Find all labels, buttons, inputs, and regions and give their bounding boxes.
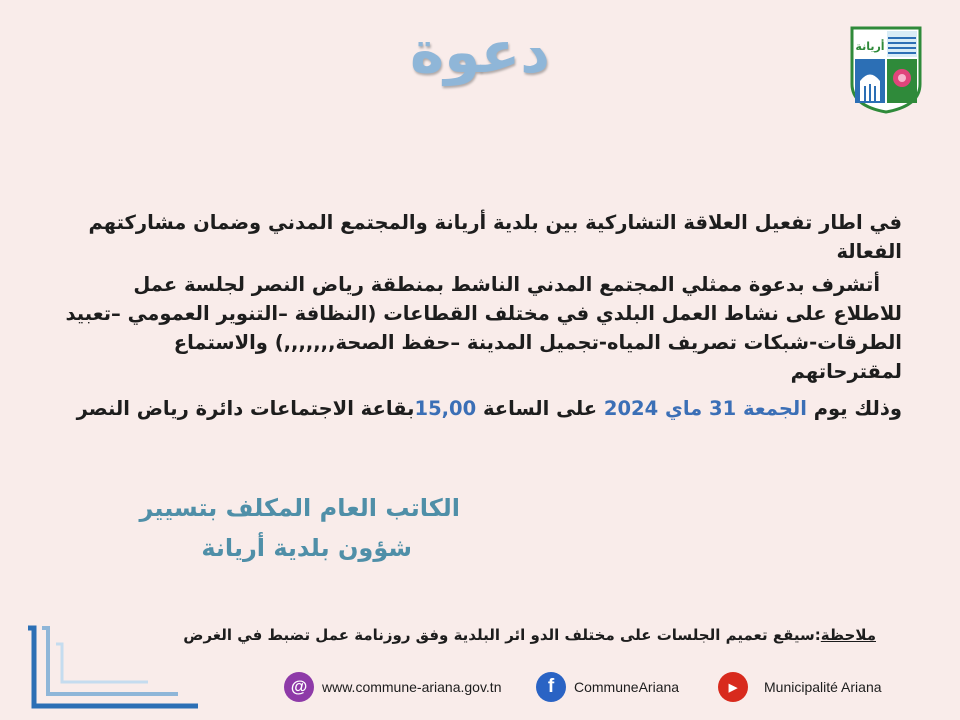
website-link[interactable]: www.commune-ariana.gov.tn [322,679,502,695]
signature-block [120,488,460,568]
date-paragraph [60,394,902,423]
date-prefix: وذلك يوم [813,397,902,420]
invitation-body [60,208,902,423]
facebook-icon: f [536,672,566,702]
meeting-time: 15,00 [414,397,477,420]
footer-website[interactable] [284,670,501,704]
facebook-link[interactable]: CommuneAriana [574,679,680,695]
note-label: ملاحظة [820,626,876,644]
youtube-link[interactable]: Municipalité Ariana [764,679,882,695]
intro-paragraph: في اطار تفعيل العلاقة التشاركية بين بلدية أريانة والمجتمع المدني وضمان مشاركتهم الفعالة [88,211,902,263]
footer-facebook[interactable] [536,670,679,704]
corner-decoration [28,622,198,712]
page-title: دعوة [410,18,550,86]
crest-text: أريانة [855,40,885,53]
footnote [100,626,876,644]
signature-line-1: الكاتب العام المكلف بتسيير [139,494,460,522]
at-sign-icon: @ [284,672,314,702]
footer-youtube[interactable] [718,670,882,704]
meeting-date: الجمعة 31 ماي 2024 [603,397,807,420]
note-text: :سيقع تعميم الجلسات على مختلف الدو ائر البلدية وفق روزنامة عمل تضبط في الغرض [183,626,821,644]
footer-bar [284,670,904,704]
youtube-play-icon: ▶ [718,672,748,702]
date-suffix: بقاعة الاجتماعات دائرة رياض النصر [76,397,415,420]
main-paragraph: أتشرف بدعوة ممثلي المجتمع المدني الناشط بمنطقة رياض النصر لجلسة عمل للاطلاع على نشاط العمل البلدي في مختلف القطاعات (النظافة –التنوير العمومي –تعبيد الطرقات-شبكات تصريف المياه-تجميل المدينة –حفظ الصحة,,,,,,,) والاستماع لمقترحاتهم [65,273,902,383]
municipality-ariana-crest-icon [850,26,922,114]
signature-line-2: شؤون بلدية أريانة [201,534,412,562]
date-mid: على الساعة [482,397,598,420]
